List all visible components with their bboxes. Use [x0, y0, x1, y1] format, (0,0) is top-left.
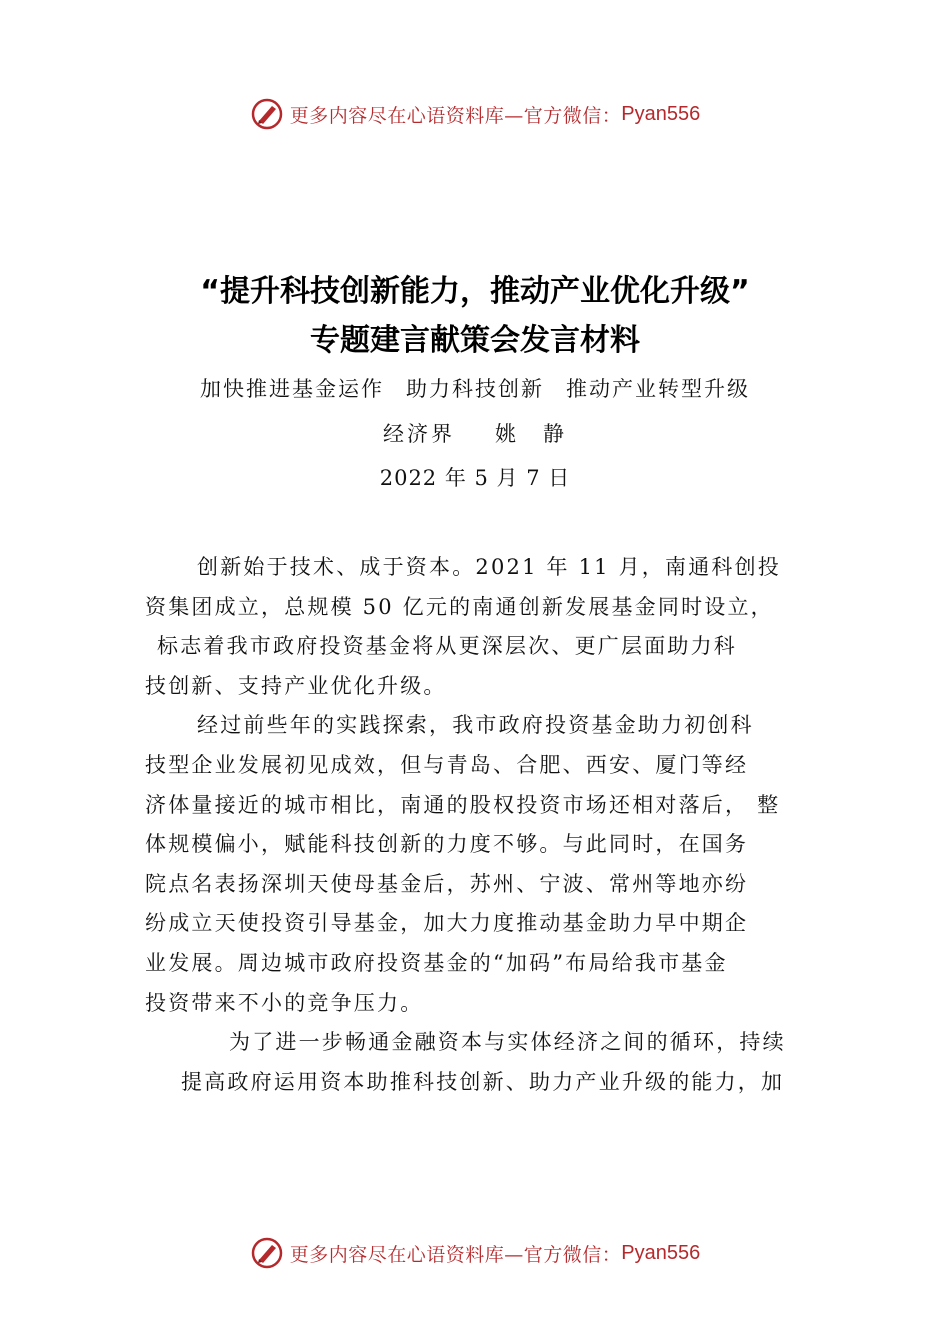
document-body [145, 548, 815, 1102]
watermark-text: 更多内容尽在心语资料库—官方微信： [289, 104, 622, 127]
paragraph-line: 院点名表扬深圳天使母基金后，苏州、宁波、常州等地亦纷 [145, 871, 749, 896]
paragraph-3 [145, 1023, 815, 1102]
paragraph-line: 为了进一步畅通金融资本与实体经济之间的循环，持续 [229, 1030, 786, 1055]
author-line [0, 418, 950, 448]
document-title-line-2: 专题建言献策会发言材料 [310, 323, 640, 358]
watermark-wechat-id: Pyan556 [621, 1241, 701, 1264]
brand-logo-icon [250, 97, 284, 131]
paragraph-line: 技型企业发展初见成效，但与青岛、合肥、西安、厦门等经 [145, 752, 749, 777]
paragraph-line: 业发展。周边城市政府投资基金的“加码”布局给我市基金 [145, 950, 728, 975]
document-title-line-1: “提升科技创新能力，推动产业优化升级” [200, 274, 750, 309]
author-name: 姚 静 [495, 422, 567, 446]
paragraph-line: 资集团成立，总规模 50 亿元的南通创新发展基金同时设立， [145, 594, 774, 619]
paragraph-line: 标志着我市政府投资基金将从更深层次、更广层面助力科 [157, 634, 737, 659]
paragraph-2 [145, 706, 815, 1023]
author-sector: 经济界 [383, 422, 455, 446]
subtitle-part-3: 推动产业转型升级 [566, 377, 750, 401]
document-date: 2022 年 5 月 7 日 [379, 466, 571, 490]
paragraph-line: 投资带来不小的竞争压力。 [145, 990, 424, 1015]
paragraph-line: 创新始于技术、成于资本。2021 年 11 月，南通科创投 [197, 555, 781, 579]
footer-watermark [0, 1233, 950, 1273]
header-watermark [0, 94, 950, 134]
paragraph-line: 纷成立天使投资引导基金，加大力度推动基金助力早中期企 [145, 911, 749, 936]
paragraph-line: 体规模偏小，赋能科技创新的力度不够。与此同时，在国务 [145, 832, 749, 857]
paragraph-line: 济体量接近的城市相比，南通的股权投资市场还相对落后， 整 [145, 792, 781, 817]
paragraph-line: 技创新、支持产业优化升级。 [145, 673, 447, 698]
document-subtitle [0, 373, 950, 403]
paragraph-line: 经过前些年的实践探索，我市政府投资基金助力初创科 [197, 713, 754, 738]
watermark-wechat-id: Pyan556 [621, 102, 701, 125]
subtitle-part-1: 加快推进基金运作 [200, 377, 384, 401]
paragraph-line: 提高政府运用资本助推科技创新、助力产业升级的能力，加 [181, 1069, 785, 1094]
brand-logo-icon [250, 1236, 284, 1270]
paragraph-1 [145, 548, 815, 706]
subtitle-part-2: 助力科技创新 [406, 377, 544, 401]
watermark-text: 更多内容尽在心语资料库—官方微信： [289, 1243, 622, 1266]
